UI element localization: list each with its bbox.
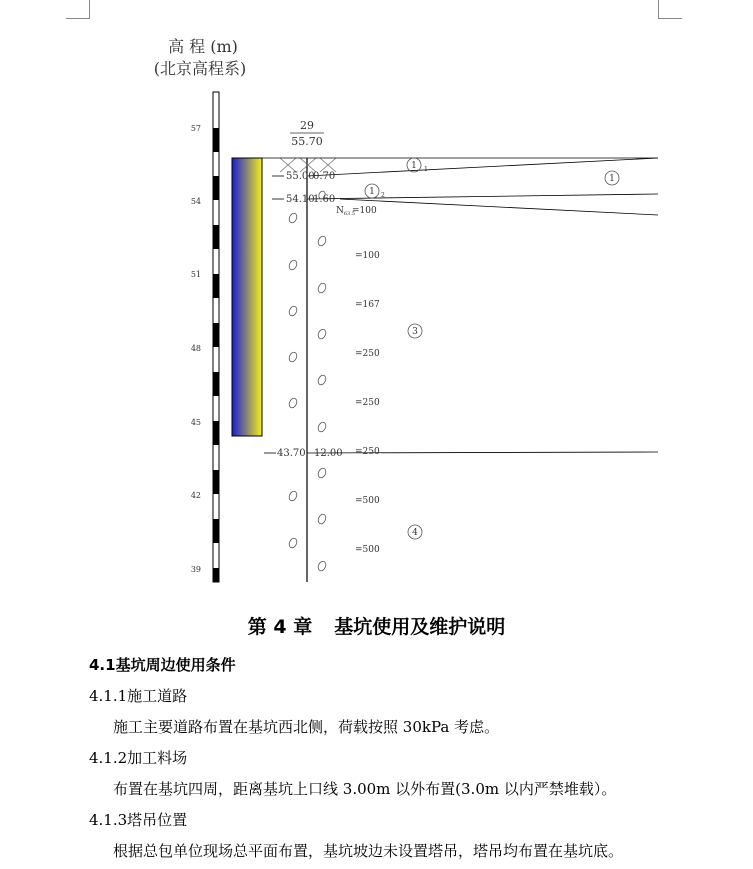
layer-3-elevation: 43.70 bbox=[277, 448, 306, 459]
tick-48: 48 bbox=[190, 344, 201, 353]
spt-values bbox=[352, 206, 380, 555]
tick-54: 54 bbox=[190, 197, 201, 206]
spt-value: =100 bbox=[355, 251, 380, 261]
layer-2-elevation: 54.10 bbox=[286, 194, 315, 205]
layer-1-label: 1 bbox=[411, 161, 417, 171]
layer-1-elevation: 55.00 bbox=[286, 171, 315, 182]
borehole-top-elevation: 55.70 bbox=[291, 135, 323, 148]
layer-2-label-sub: 2 bbox=[381, 192, 385, 199]
subsection-heading-4-1-2: 4.1.2加工料场 bbox=[89, 749, 188, 767]
spt-value: =500 bbox=[355, 496, 380, 506]
tick-57: 57 bbox=[190, 124, 201, 133]
section-heading-4-1: 4.1基坑周边使用条件 bbox=[89, 656, 236, 674]
spt-value: =100 bbox=[352, 206, 377, 216]
pit-depth-gradient-bar bbox=[232, 158, 262, 436]
spt-n-label: $N_{63.5}$ bbox=[336, 206, 356, 217]
paragraph-4-1-1: 施工主要道路布置在基坑西北侧，荷载按照 30kPa 考虑。 bbox=[113, 718, 500, 736]
layer-boundary-2b bbox=[340, 199, 658, 215]
spt-value: =500 bbox=[355, 545, 380, 555]
paragraph-4-1-3: 根据总包单位现场总平面布置，基坑坡边未设置塔吊，塔吊均布置在基坑底。 bbox=[113, 842, 624, 860]
layer-1-label-sub: 1 bbox=[424, 166, 428, 173]
tick-39: 39 bbox=[190, 565, 201, 574]
layer-3-depth: 12.00 bbox=[314, 448, 343, 459]
layer-boundary-2 bbox=[307, 194, 658, 199]
spt-value: =250 bbox=[355, 447, 380, 457]
chapter-number: 第 4 章 bbox=[247, 616, 313, 638]
axis-title: 高 程 (m) bbox=[168, 37, 238, 56]
spt-value: =250 bbox=[355, 398, 380, 408]
chapter-heading bbox=[0, 612, 753, 639]
paragraph-4-1-2: 布置在基坑四周，距离基坑上口线 3.00m 以外布置(3.0m 以内严禁堆载）。 bbox=[113, 780, 617, 798]
tick-45: 45 bbox=[190, 418, 201, 427]
stratum-label-4: 4 bbox=[412, 528, 418, 538]
tick-51: 51 bbox=[190, 270, 201, 279]
axis-subtitle: (北京高程系) bbox=[153, 59, 247, 78]
chapter-title: 基坑使用及维护说明 bbox=[334, 616, 506, 638]
borehole-number: 29 bbox=[300, 119, 314, 132]
stratum-label-3: 3 bbox=[412, 327, 418, 337]
fill-hatch bbox=[280, 158, 336, 172]
layer-2-label: 1 bbox=[369, 187, 375, 197]
spt-value: =250 bbox=[355, 349, 380, 359]
layer-2-depth: 1.60 bbox=[313, 194, 336, 205]
stratum-label-1: 1 bbox=[609, 174, 615, 184]
spt-value: =167 bbox=[355, 300, 380, 310]
subsection-heading-4-1-1: 4.1.1施工道路 bbox=[89, 687, 188, 705]
subsection-heading-4-1-3: 4.1.3塔吊位置 bbox=[89, 811, 188, 829]
layer-boundary-1 bbox=[307, 158, 658, 176]
layer-1-depth: 0.70 bbox=[313, 171, 336, 182]
tick-42: 42 bbox=[190, 491, 201, 500]
